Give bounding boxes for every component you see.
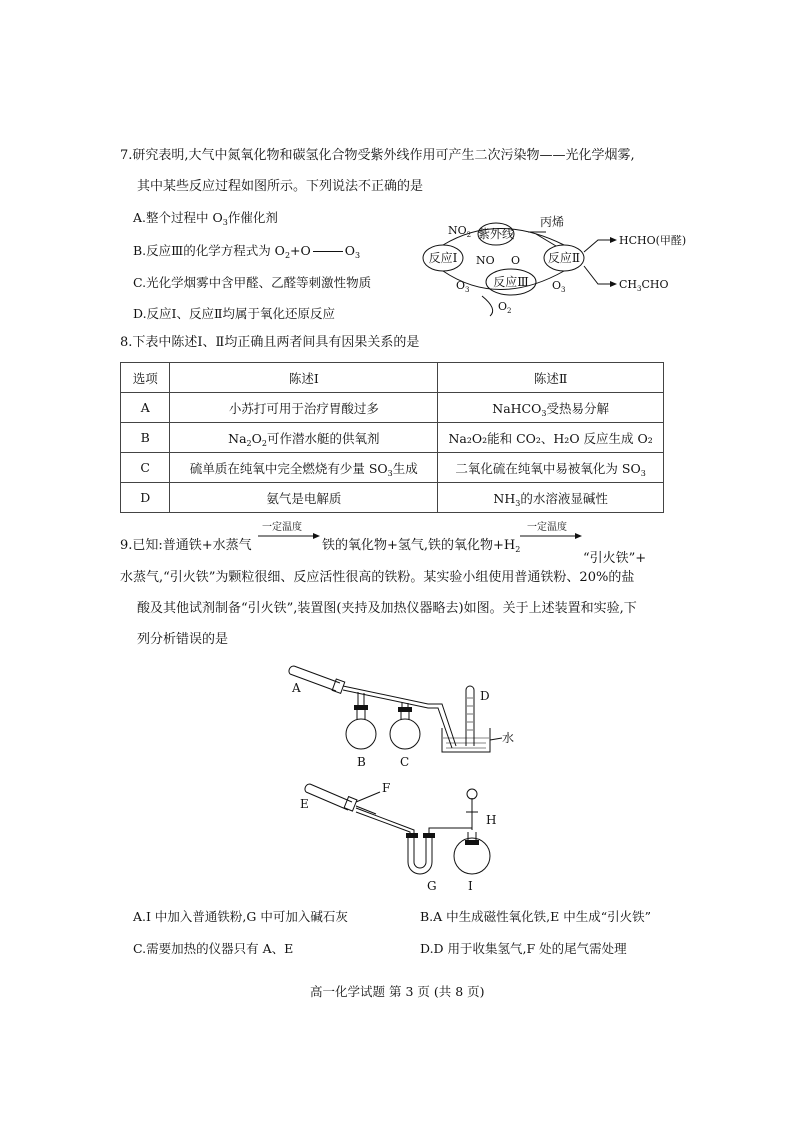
table-cell: NaHCO$_3$受热易分解 — [438, 393, 664, 423]
table-cell-option: C — [121, 453, 170, 483]
funnel-h — [467, 789, 477, 799]
label-c: C — [400, 755, 410, 769]
table-cell: 二氧化硫在纯氧中易被氧化为 $SO_3$ — [438, 453, 664, 483]
clamp-b — [354, 705, 368, 710]
neck-i — [468, 832, 476, 840]
label-a: A — [292, 681, 301, 695]
q9-condition-2: 一定温度 — [527, 522, 567, 533]
connection-tube-e — [356, 808, 414, 834]
o2-input-line — [482, 296, 493, 316]
table-cell-option: B — [121, 423, 170, 453]
apparatus-bottom-diagram — [296, 778, 516, 894]
uv-label: 紫外线 — [477, 227, 515, 241]
q9-option-a: A.I 中加入普通铁粉,G 中可加入碱石灰 — [133, 909, 348, 924]
label-i: I — [468, 879, 473, 893]
collection-tube-d — [466, 686, 474, 746]
label-f: F — [382, 781, 391, 795]
arrowhead-icon — [610, 237, 617, 243]
table-cell: $NH_3$的水溶液显碱性 — [438, 483, 664, 513]
q7-option-b: B.反应Ⅲ的化学方程式为 $O_2+O$ $O_3$ — [133, 243, 361, 260]
q9-stem-line3: 酸及其他试剂制备“引火铁”,装置图(夹持及加热仪器略去)如图。关于上述装置和实验,下 — [137, 601, 637, 616]
hcho-label: HCHO(甲醛) — [619, 234, 687, 247]
reaction-arrow-2 — [520, 532, 582, 540]
q9-stem-line2: 水蒸气,“引火铁”为颗粒很细、反应活性很高的铁粉。某实验小组使用普通铁粉、20%的盐 — [120, 570, 635, 585]
reaction-2-label: 反应Ⅱ — [547, 251, 581, 265]
table-cell-option: A — [121, 393, 170, 423]
table-cell: 硫单质在纯氧中完全燃烧有少量 $SO_3$生成 — [170, 453, 438, 483]
o-label: O — [511, 254, 521, 267]
stopper-e — [344, 797, 357, 811]
q7-option-d: D.反应Ⅰ、反应Ⅱ均属于氧化还原反应 — [133, 306, 335, 321]
reaction-arrow-1 — [258, 532, 320, 540]
clamp-g-left — [406, 833, 418, 838]
u-tube-g-outer — [408, 838, 432, 874]
delivery-tube-top — [343, 686, 456, 746]
q9-option-d: D.D 用于收集氢气,F 处的尾气需处理 — [420, 941, 627, 956]
table-header-row — [121, 363, 664, 393]
flask-c — [390, 719, 420, 749]
q7-option-c: C.光化学烟雾中含甲醛、乙醛等刺激性物质 — [133, 275, 372, 290]
label-h: H — [486, 813, 497, 827]
u-tube-g-inner — [414, 838, 426, 868]
ch3cho-arrow — [584, 266, 610, 284]
q8-table — [120, 362, 664, 513]
equation-bar — [313, 251, 343, 252]
arrowhead-icon — [610, 281, 617, 287]
apparatus-top-diagram — [280, 658, 520, 770]
q7-option-a: A.整个过程中 $O_3$作催化剂 — [133, 210, 278, 227]
tail-tube-f — [356, 792, 380, 814]
reaction-1-label: 反应Ⅰ — [428, 251, 458, 265]
label-e: E — [300, 797, 309, 811]
table-row — [121, 393, 664, 423]
q9-stem-line1b: 铁的氧化物+氢气,铁的氧化物$+H_2$ — [322, 538, 521, 554]
q7-reaction-diagram — [418, 212, 687, 320]
q9-stem-line1c: “引火铁”+ — [583, 551, 647, 566]
label-b: B — [357, 755, 366, 769]
no2-label: $NO_2$ — [448, 224, 472, 239]
ch3cho-label: $CH_3CHO$ — [619, 278, 669, 293]
o2-label: $O_2$ — [498, 300, 512, 315]
label-water: 水 — [502, 731, 515, 745]
connect-to-flask — [429, 822, 472, 834]
label-g: G — [427, 879, 437, 893]
table-cell: Na₂O₂能和 CO₂、H₂O 反应生成 O₂ — [438, 423, 664, 453]
o3-left-label: $O_3$ — [456, 279, 470, 294]
table-cell: $Na_2O_2$可作潜水艇的供氧剂 — [170, 423, 438, 453]
clamp-i — [465, 840, 479, 845]
table-row — [121, 453, 664, 483]
q9-stem-line1a: 9.已知:普通铁+水蒸气 — [120, 538, 252, 553]
label-d: D — [480, 689, 490, 703]
water-leader-line — [490, 738, 502, 740]
q9-option-b: B.A 中生成磁性氧化铁,E 中生成“引火铁” — [420, 909, 652, 924]
table-header: 选项 — [121, 363, 170, 393]
propene-label: 丙烯 — [540, 215, 565, 229]
table-cell: 小苏打可用于治疗胃酸过多 — [170, 393, 438, 423]
o3-right-label: $O_3$ — [552, 279, 566, 294]
table-header: 陈述Ⅱ — [438, 363, 664, 393]
clamp-c — [398, 707, 412, 712]
clamp-g-right — [423, 833, 435, 838]
table-cell-option: D — [121, 483, 170, 513]
table-row — [121, 423, 664, 453]
no-label: NO — [476, 254, 495, 267]
page-footer: 高一化学试题 第 3 页 (共 8 页) — [310, 984, 485, 999]
table-header: 陈述Ⅰ — [170, 363, 438, 393]
q8-stem: 8.下表中陈述Ⅰ、Ⅱ均正确且两者间具有因果关系的是 — [120, 335, 420, 350]
table-row — [121, 483, 664, 513]
q7-stem-line1: 7.研究表明,大气中氮氧化物和碳氢化合物受紫外线作用可产生二次污染物——光化学烟雾, — [120, 148, 635, 163]
q7-stem-line2: 其中某些反应过程如图所示。下列说法不正确的是 — [137, 179, 424, 194]
q9-condition-1: 一定温度 — [262, 522, 302, 533]
q9-stem-line4: 列分析错误的是 — [137, 632, 229, 647]
hcho-arrow — [584, 240, 610, 252]
table-cell: 氨气是电解质 — [170, 483, 438, 513]
q9-option-c: C.需要加热的仪器只有 A、E — [133, 941, 294, 956]
flask-b — [346, 719, 376, 749]
reaction-3-label: 反应Ⅲ — [493, 275, 529, 289]
